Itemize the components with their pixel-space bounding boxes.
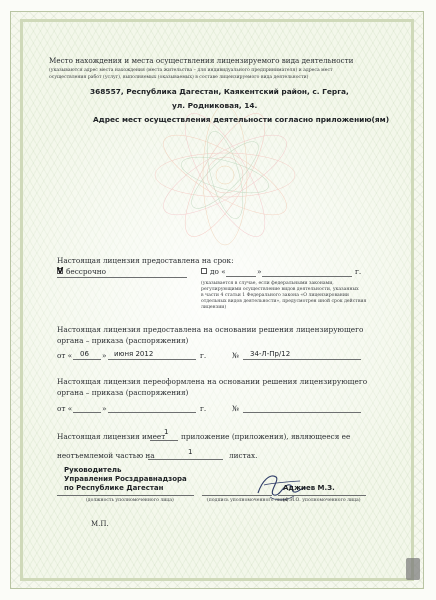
reissue-month-line (108, 412, 196, 413)
reissue-line-1: Настоящая лицензия переоформлена на основании решения лицензирующего (57, 377, 368, 386)
basis-line-1: Настоящая лицензия предоставлена на основании решения лицензирующего (57, 325, 364, 334)
basis-day-line (73, 359, 101, 360)
pages-text-2: листах. (229, 451, 258, 460)
pages-count: 1 (188, 448, 193, 456)
reissue-day-line (73, 412, 101, 413)
basis-number: 34-Л-Пр/12 (250, 350, 291, 358)
basis-line-2: органа – приказа (распоряжения) (57, 336, 189, 345)
pages-text-1: неотъемлемой частью на (57, 451, 155, 460)
pages-count-line (148, 459, 223, 460)
term-note-2: регулирующими осуществление видов деятельности, указанных (201, 287, 359, 292)
attachments-count: 1 (164, 428, 169, 436)
name-underline (278, 495, 366, 496)
name-caption: (Ф.И.О. уполномоченного лица) (283, 498, 361, 503)
basis-no: № (232, 351, 239, 360)
reissue-from: от « (57, 404, 73, 413)
signatory-role-3: по Республике Дагестан (64, 484, 164, 492)
check-mark: V (57, 266, 64, 275)
location-note-1: (указываются адрес места нахождения (места жительства – для индивидуального предпринимателя) и адреса мест (49, 68, 333, 73)
attachments-text-2: приложение (приложения), являющееся ее (181, 432, 351, 441)
term-note-3: в части 4 статьи 1 Федерального закона «О лицензировании (201, 293, 349, 298)
address-line-2: ул. Родниковая, 14. (172, 101, 258, 110)
role-underline (57, 495, 194, 496)
signatory-role-1: Руководитель (64, 466, 122, 474)
signatory-name: Аджиев М.З. (283, 484, 335, 492)
address-line-1: 368557, Республика Дагестан, Каякентский район, с. Герга, (90, 87, 349, 96)
attachments-count-line (150, 440, 178, 441)
basis-month-line (108, 359, 196, 360)
until-prefix: до « (210, 267, 226, 276)
sign-caption: (подпись уполномоченного лица) (207, 498, 289, 503)
sign-underline (202, 495, 272, 496)
until-suffix: г. (355, 267, 362, 276)
signatory-role-2: Управления Росздравнадзора (64, 475, 187, 483)
reissue-number-line (243, 412, 361, 413)
until-month-line (262, 276, 352, 277)
address-line-3: Адрес мест осуществления деятельности согласно приложению(ям) (93, 115, 390, 124)
until-checkbox (201, 268, 207, 274)
indefinite-underline (57, 277, 187, 278)
until-mid: » (257, 267, 262, 276)
reissue-g: г. (200, 404, 207, 413)
term-note-5: лицензии) (201, 305, 227, 310)
basis-number-line (243, 359, 361, 360)
until-day-line (226, 276, 256, 277)
reissue-no: № (232, 404, 239, 413)
basis-month-year: июня 2012 (114, 350, 154, 358)
term-note-1: (указывается в случае, если федеральными законами, (201, 281, 334, 286)
basis-from: от « (57, 351, 73, 360)
location-note-2: осуществления работ (услуг), выполняемых (оказываемых) в составе лицензируемого вида деятельности) (49, 75, 309, 80)
binding-mark (406, 558, 420, 580)
indefinite-label: бессрочно (66, 267, 107, 276)
reissue-line-2: органа – приказа (распоряжения) (57, 388, 189, 397)
location-heading: Место нахождения и места осуществления лицензируемого вида деятельности (49, 56, 354, 65)
basis-g: г. (200, 351, 207, 360)
basis-close: » (102, 351, 107, 360)
basis-day: 06 (80, 350, 89, 358)
term-intro: Настоящая лицензия предоставлена на срок: (57, 256, 234, 265)
stamp-place: М.П. (91, 520, 109, 528)
term-note-4: отдельных видов деятельности», предусмотрен иной срок действия (201, 299, 367, 304)
attachments-text-1: Настоящая лицензия имеет (57, 432, 166, 441)
reissue-close: » (102, 404, 107, 413)
role-caption: (должность уполномоченного лица) (86, 498, 174, 503)
